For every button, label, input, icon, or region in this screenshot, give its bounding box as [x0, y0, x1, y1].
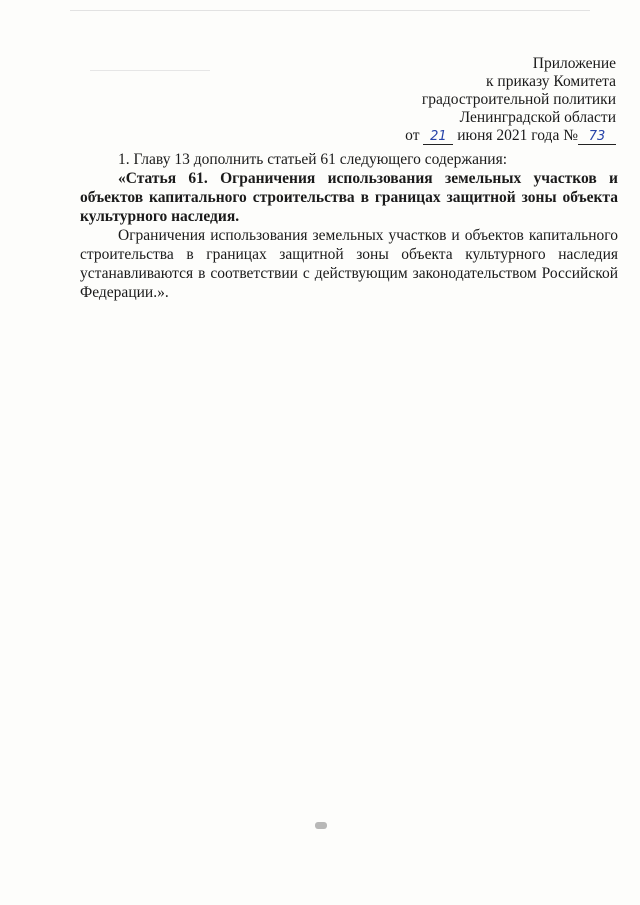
- handwritten-number: 73: [578, 130, 616, 145]
- handwritten-day: 21: [423, 130, 453, 145]
- paragraph: Ограничения использования земельных участков и объектов капитального строительства в границах защитной зоны объекта культурного наследия устанавливаются в соответствии с действующим законодательством Российской Федерации.».: [80, 227, 618, 301]
- date-prefix: от: [405, 127, 420, 144]
- header-line: Ленинградской области: [459, 109, 616, 126]
- date-middle: июня 2021 года №: [457, 127, 578, 144]
- header-line: градостроительной политики: [421, 91, 616, 108]
- header-line: к приказу Комитета: [486, 73, 616, 90]
- scan-artifact: [70, 10, 590, 11]
- document-body: [80, 150, 618, 302]
- scan-artifact: [315, 822, 327, 829]
- appendix-header: [405, 55, 616, 145]
- header-line: Приложение: [532, 55, 616, 72]
- scan-artifact: [90, 70, 210, 71]
- header-date-line: [405, 127, 616, 145]
- paragraph: 1. Главу 13 дополнить статьей 61 следующего содержания:: [118, 151, 508, 168]
- article-title: «Статья 61. Ограничения использования земельных участков и объектов капитального строительства в границах защитной зоны объекта культурного наследия.: [80, 170, 618, 225]
